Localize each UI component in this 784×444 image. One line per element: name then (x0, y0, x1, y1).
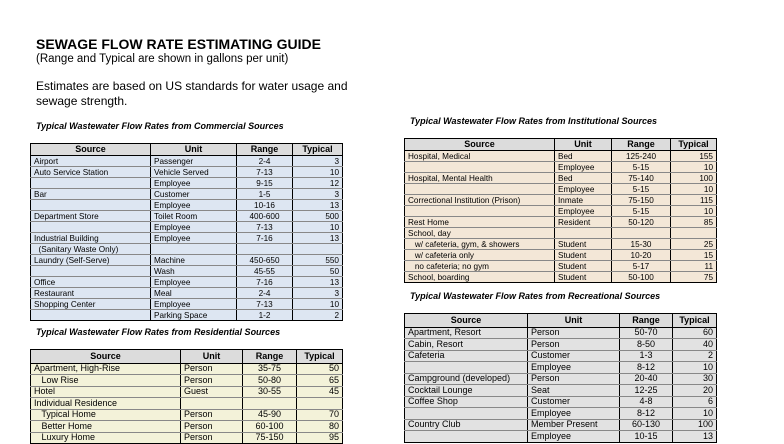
cell-unit: Person (181, 375, 243, 387)
cell-typical: 10 (673, 362, 717, 374)
cell-unit: Employee (151, 222, 237, 233)
table-row (31, 277, 343, 288)
cell-range: 5-15 (612, 206, 671, 217)
cell-source: Correctional Institution (Prison) (405, 195, 555, 206)
table-row (31, 200, 343, 211)
column-header-range: Range (243, 350, 297, 364)
cell-source: Better Home (31, 421, 181, 433)
cell-unit: Passenger (151, 156, 237, 167)
table-row (405, 272, 717, 283)
cell-range: 60-100 (243, 421, 297, 433)
cell-typical: 75 (671, 272, 717, 283)
cell-range: 400-600 (237, 211, 293, 222)
column-header-source: Source (405, 314, 528, 328)
cell-range: 9-15 (237, 178, 293, 189)
table-row (405, 162, 717, 173)
table-row (31, 398, 343, 410)
table-row (31, 421, 343, 433)
cell-source: Auto Service Station (31, 167, 151, 178)
cell-range: 15-30 (612, 239, 671, 250)
cell-typical: 30 (673, 373, 717, 385)
cell-range: 8-12 (620, 408, 673, 420)
column-header-unit: Unit (181, 350, 243, 364)
recreational-table (404, 313, 717, 443)
residential-caption: Typical Wastewater Flow Rates from Residential Sources (36, 327, 281, 337)
cell-typical: 13 (293, 200, 343, 211)
cell-typical: 115 (671, 195, 717, 206)
cell-source: (Sanitary Waste Only) (31, 244, 151, 255)
cell-source: Department Store (31, 211, 151, 222)
cell-unit: Person (528, 339, 620, 351)
table-row (31, 222, 343, 233)
column-header-range: Range (620, 314, 673, 328)
cell-unit (151, 244, 237, 255)
cell-typical: 50 (297, 363, 343, 375)
cell-range: 50-100 (612, 272, 671, 283)
table-row (405, 408, 717, 420)
cell-typical: 2 (293, 310, 343, 321)
cell-range: 7-13 (237, 299, 293, 310)
table-row (405, 217, 717, 228)
cell-range: 50-120 (612, 217, 671, 228)
cell-source (405, 206, 555, 217)
table-row (31, 244, 343, 255)
cell-source: no cafeteria; no gym (405, 261, 555, 272)
table-row (405, 362, 717, 374)
cell-unit: Member Present (528, 419, 620, 431)
cell-range: 1-5 (237, 189, 293, 200)
cell-unit: Employee (151, 178, 237, 189)
cell-range: 75-150 (612, 195, 671, 206)
column-header-unit: Unit (555, 139, 612, 151)
cell-range: 60-130 (620, 419, 673, 431)
cell-typical: 100 (673, 419, 717, 431)
cell-unit (555, 228, 612, 239)
cell-range: 7-16 (237, 233, 293, 244)
table-row (31, 299, 343, 310)
cell-source: Hospital, Medical (405, 151, 555, 162)
cell-unit: Person (181, 421, 243, 433)
cell-range: 50-80 (243, 375, 297, 387)
cell-source (31, 222, 151, 233)
cell-typical: 2 (673, 350, 717, 362)
cell-source: Office (31, 277, 151, 288)
table-row (405, 239, 717, 250)
cell-source: Airport (31, 156, 151, 167)
cell-range: 50-70 (620, 327, 673, 339)
cell-typical: 155 (671, 151, 717, 162)
column-header-typical: Typical (673, 314, 717, 328)
cell-unit: Bed (555, 173, 612, 184)
cell-source: Cocktail Lounge (405, 385, 528, 397)
cell-source (31, 178, 151, 189)
column-header-source: Source (405, 139, 555, 151)
recreational-caption: Typical Wastewater Flow Rates from Recreational Sources (410, 291, 661, 301)
cell-range (237, 244, 293, 255)
cell-unit: Inmate (555, 195, 612, 206)
cell-source: w/ cafeteria, gym, & showers (405, 239, 555, 250)
table-row (405, 385, 717, 397)
cell-unit: Person (528, 373, 620, 385)
table-row (405, 228, 717, 239)
cell-typical: 20 (673, 385, 717, 397)
column-header-typical: Typical (293, 144, 343, 156)
cell-typical: 50 (293, 266, 343, 277)
table-row (405, 151, 717, 162)
table-row (405, 184, 717, 195)
table-row (405, 195, 717, 206)
cell-typical: 10 (671, 206, 717, 217)
institutional-table (404, 138, 717, 283)
cell-range: 75-140 (612, 173, 671, 184)
cell-source: School, day (405, 228, 555, 239)
cell-unit: Student (555, 272, 612, 283)
cell-source: Hospital, Mental Health (405, 173, 555, 184)
cell-range: 1-2 (237, 310, 293, 321)
cell-unit: Student (555, 239, 612, 250)
cell-typical: 80 (297, 421, 343, 433)
cell-range: 450-650 (237, 255, 293, 266)
cell-range: 2-4 (237, 288, 293, 299)
cell-source: School, boarding (405, 272, 555, 283)
cell-unit: Person (528, 327, 620, 339)
cell-range: 1-3 (620, 350, 673, 362)
column-header-range: Range (612, 139, 671, 151)
column-header-range: Range (237, 144, 293, 156)
cell-source (405, 408, 528, 420)
cell-unit: Toilet Room (151, 211, 237, 222)
table-row (405, 396, 717, 408)
cell-typical: 10 (293, 299, 343, 310)
table-row (405, 327, 717, 339)
cell-unit: Machine (151, 255, 237, 266)
cell-source: Individual Residence (31, 398, 181, 410)
table-row (31, 178, 343, 189)
column-header-typical: Typical (297, 350, 343, 364)
cell-source: Rest Home (405, 217, 555, 228)
cell-unit: Resident (555, 217, 612, 228)
table-row (31, 310, 343, 321)
table-row (31, 167, 343, 178)
cell-range: 7-13 (237, 167, 293, 178)
cell-typical: 10 (293, 167, 343, 178)
cell-source: Restaurant (31, 288, 151, 299)
cell-typical: 6 (673, 396, 717, 408)
cell-range: 5-15 (612, 162, 671, 173)
cell-source: Industrial Building (31, 233, 151, 244)
cell-typical: 550 (293, 255, 343, 266)
table-row (405, 431, 717, 443)
cell-range: 30-55 (243, 386, 297, 398)
cell-source: Apartment, Resort (405, 327, 528, 339)
cell-unit: Person (181, 432, 243, 444)
cell-unit: Customer (151, 189, 237, 200)
cell-unit: Customer (528, 350, 620, 362)
cell-typical (297, 398, 343, 410)
cell-range: 7-16 (237, 277, 293, 288)
cell-source: Shopping Center (31, 299, 151, 310)
table-row (31, 363, 343, 375)
cell-range: 12-25 (620, 385, 673, 397)
cell-range: 10-20 (612, 250, 671, 261)
cell-range: 75-150 (243, 432, 297, 444)
cell-unit (181, 398, 243, 410)
cell-typical: 60 (673, 327, 717, 339)
cell-typical (671, 228, 717, 239)
cell-unit: Vehicle Served (151, 167, 237, 178)
cell-unit: Student (555, 250, 612, 261)
table-row (405, 419, 717, 431)
cell-typical: 15 (671, 250, 717, 261)
cell-source: Campground (developed) (405, 373, 528, 385)
cell-source: Hotel (31, 386, 181, 398)
cell-source: Luxury Home (31, 432, 181, 444)
cell-unit: Guest (181, 386, 243, 398)
cell-unit: Employee (528, 431, 620, 443)
cell-range: 2-4 (237, 156, 293, 167)
cell-range: 45-90 (243, 409, 297, 421)
cell-unit: Employee (151, 233, 237, 244)
cell-source (405, 431, 528, 443)
column-header-unit: Unit (528, 314, 620, 328)
table-row (31, 409, 343, 421)
commercial-caption: Typical Wastewater Flow Rates from Commercial Sources (36, 121, 284, 131)
column-header-unit: Unit (151, 144, 237, 156)
commercial-table (30, 143, 343, 321)
cell-range (243, 398, 297, 410)
cell-typical: 13 (293, 277, 343, 288)
cell-unit: Customer (528, 396, 620, 408)
table-row (405, 250, 717, 261)
cell-source: Coffee Shop (405, 396, 528, 408)
cell-source: Cafeteria (405, 350, 528, 362)
table-row (31, 432, 343, 444)
cell-typical: 10 (673, 408, 717, 420)
cell-unit: Person (181, 363, 243, 375)
cell-source (31, 310, 151, 321)
cell-typical: 3 (293, 189, 343, 200)
cell-source (31, 266, 151, 277)
table-row (31, 375, 343, 387)
cell-unit: Employee (555, 206, 612, 217)
residential-table (30, 349, 343, 444)
cell-unit: Employee (151, 200, 237, 211)
cell-unit: Wash (151, 266, 237, 277)
table-row (405, 261, 717, 272)
cell-range: 20-40 (620, 373, 673, 385)
cell-source: w/ cafeteria only (405, 250, 555, 261)
table-row (31, 266, 343, 277)
cell-unit: Student (555, 261, 612, 272)
cell-source (405, 362, 528, 374)
page-subtitle: (Range and Typical are shown in gallons per unit) (36, 53, 289, 65)
cell-typical: 3 (293, 288, 343, 299)
table-row (31, 211, 343, 222)
table-row (31, 189, 343, 200)
table-row (31, 288, 343, 299)
cell-range: 8-12 (620, 362, 673, 374)
cell-typical: 45 (297, 386, 343, 398)
cell-typical: 85 (671, 217, 717, 228)
cell-range: 10-16 (237, 200, 293, 211)
table-row (405, 339, 717, 351)
cell-source: Low Rise (31, 375, 181, 387)
table-row (31, 255, 343, 266)
cell-range: 125-240 (612, 151, 671, 162)
cell-typical: 500 (293, 211, 343, 222)
table-row (405, 373, 717, 385)
cell-source: Laundry (Self-Serve) (31, 255, 151, 266)
cell-range: 5-17 (612, 261, 671, 272)
cell-unit: Employee (151, 299, 237, 310)
institutional-caption: Typical Wastewater Flow Rates from Institutional Sources (410, 116, 658, 126)
cell-unit: Person (181, 409, 243, 421)
cell-typical: 10 (671, 162, 717, 173)
cell-range: 45-55 (237, 266, 293, 277)
intro-text: Estimates are based on US standards for water usage and sewage strength. (36, 79, 348, 108)
cell-range (612, 228, 671, 239)
cell-typical: 13 (673, 431, 717, 443)
cell-source: Apartment, High-Rise (31, 363, 181, 375)
cell-typical: 10 (293, 222, 343, 233)
cell-source (31, 200, 151, 211)
cell-source: Typical Home (31, 409, 181, 421)
cell-range: 4-8 (620, 396, 673, 408)
cell-typical: 3 (293, 156, 343, 167)
cell-typical: 70 (297, 409, 343, 421)
cell-unit: Parking Space (151, 310, 237, 321)
cell-typical: 12 (293, 178, 343, 189)
cell-range: 7-13 (237, 222, 293, 233)
cell-typical: 40 (673, 339, 717, 351)
cell-unit: Employee (528, 362, 620, 374)
table-row (405, 206, 717, 217)
cell-unit: Employee (528, 408, 620, 420)
cell-typical: 13 (293, 233, 343, 244)
cell-source: Bar (31, 189, 151, 200)
cell-source (405, 184, 555, 195)
cell-typical: 25 (671, 239, 717, 250)
cell-source: Cabin, Resort (405, 339, 528, 351)
column-header-typical: Typical (671, 139, 717, 151)
cell-unit: Employee (555, 184, 612, 195)
cell-range: 35-75 (243, 363, 297, 375)
table-row (31, 156, 343, 167)
page-title: SEWAGE FLOW RATE ESTIMATING GUIDE (36, 36, 321, 52)
cell-typical: 10 (671, 184, 717, 195)
table-row (405, 173, 717, 184)
cell-unit: Meal (151, 288, 237, 299)
cell-typical (293, 244, 343, 255)
cell-typical: 95 (297, 432, 343, 444)
table-row (31, 386, 343, 398)
table-row (31, 233, 343, 244)
cell-range: 5-15 (612, 184, 671, 195)
column-header-source: Source (31, 144, 151, 156)
cell-source: Country Club (405, 419, 528, 431)
cell-unit: Employee (151, 277, 237, 288)
cell-typical: 65 (297, 375, 343, 387)
cell-unit: Seat (528, 385, 620, 397)
cell-typical: 11 (671, 261, 717, 272)
cell-range: 8-50 (620, 339, 673, 351)
cell-typical: 100 (671, 173, 717, 184)
cell-unit: Employee (555, 162, 612, 173)
cell-unit: Bed (555, 151, 612, 162)
table-row (405, 350, 717, 362)
column-header-source: Source (31, 350, 181, 364)
cell-range: 10-15 (620, 431, 673, 443)
cell-source (405, 162, 555, 173)
